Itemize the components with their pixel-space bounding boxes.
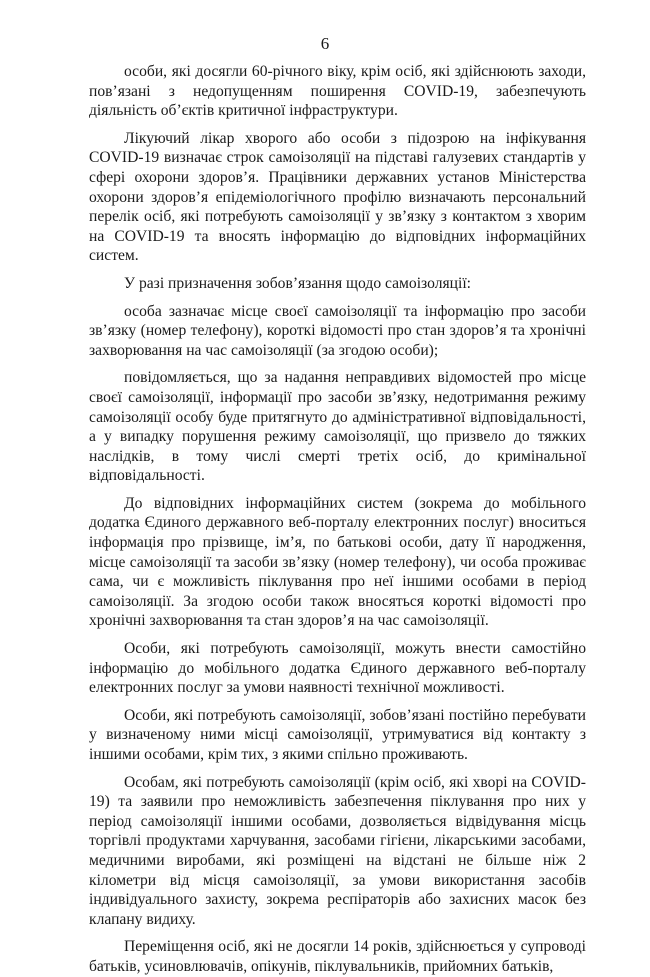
page-number: 6 [320,34,330,53]
paragraph-9: Особам, які потребують самоізоляції (крім осіб, які хворі на COVID-19) та заявили про неможливість забезпечення піклування про них у період самоізоляції іншими особами, дозволяється відвідування місць торгівлі продуктами харчування, засобами гігієни, лікарськими засобами, медичними виробами, які розміщені на відстані не більше ніж 2 кілометри від місця самоізоляції, за умови використання засобів індивідуального захисту, зокрема респіраторів або захисних масок без клапану видиху. [89,773,586,928]
paragraph-4: особа зазначає місце своєї самоізоляції та інформацію про засоби зв’язку (номер телефону), короткі відомості про стан здоров’я та хронічні захворювання на час самоізоляції (за згодою особи); [89,302,586,359]
paragraph-10: Переміщення осіб, які не досягли 14 років, здійснюється у супроводі батьків, усиновлювачів, опікунів, піклувальників, прийомних батьків, [89,938,586,975]
paragraph-6: До відповідних інформаційних систем (зокрема до мобільного додатка Єдиного державного веб-порталу електронних послуг) вноситься інформація про прізвище, ім’я, по батькові особи, дату її народження, місце самоізоляції та засоби зв’язку (номер телефону), чи особа проживає сама, чи є можливість піклування про неї іншими особами в період самоізоляції. За згодою особи також вносяться короткі відомості про хронічні захворювання та стан здоров’я на час самоізоляції. [89,494,586,630]
paragraph-8: Особи, які потребують самоізоляції, зобов’язані постійно перебувати у визначеному ними місці самоізоляції, утримуватися від контакту з іншими особами, крім тих, з якими спільно проживають. [89,706,586,763]
paragraph-7: Особи, які потребують самоізоляції, можуть внести самостійно інформацію до мобільного додатка Єдиного державного веб-порталу електронних послуг за умови наявності технічної можливості. [89,640,586,697]
paragraph-2: Лікуючий лікар хворого або особи з підозрою на інфікування COVID-19 визначає строк самоізоляції на підставі галузевих стандартів у сфері охорони здоров’я. Працівники державних установ Міністерства охорони здоров’я епідеміологічного профілю визначають персональний перелік осіб, які потребують самоізоляції у зв’язку з контактом з хворим на COVID-19 та вносять інформацію до відповідних інформаційних систем. [89,129,586,265]
document-body [89,62,586,977]
paragraph-1: особи, які досягли 60-річного віку, крім осіб, які здійснюють заходи, пов’язані з недопущенням поширення COVID-19, забезпечують діяльність об’єктів критичної інфраструктури. [89,63,586,120]
paragraph-3: У разі призначення зобов’язання щодо самоізоляції: [124,274,471,292]
paragraph-5: повідомляється, що за надання неправдивих відомостей про місце своєї самоізоляції, інформації про засоби зв’язку, недотримання режиму самоізоляції особу буде притягнуто до адміністративної відповідальності, а у випадку порушення режиму самоізоляції, що призвело до тяжких наслідків, в тому числі смерті третіх осіб, до кримінальної відповідальності. [89,369,586,485]
